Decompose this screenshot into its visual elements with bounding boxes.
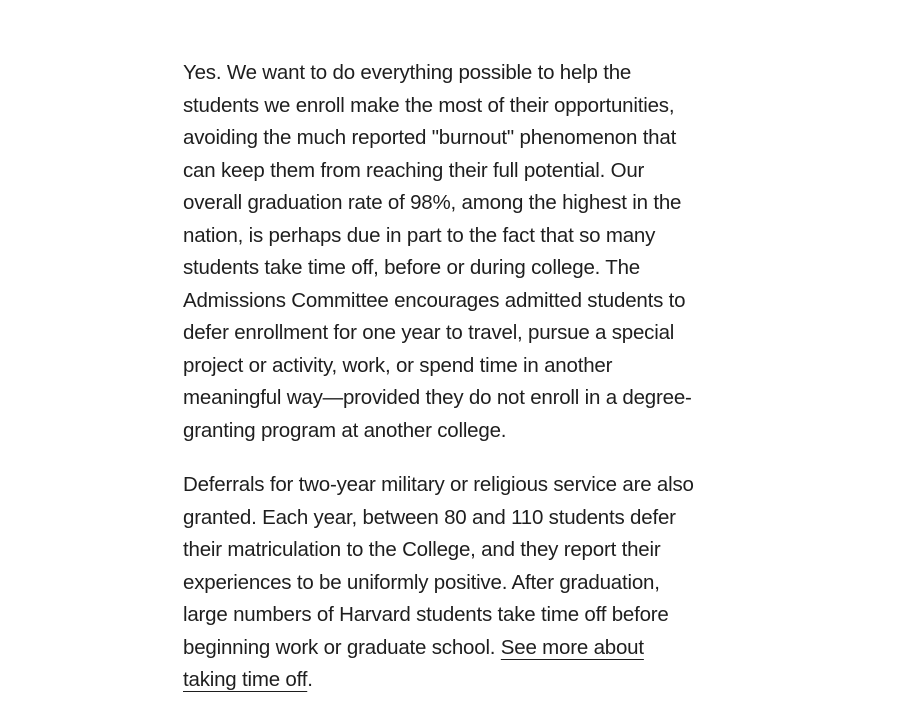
text-line: avoiding the much reported "burnout" phenomenon that: [183, 126, 677, 149]
text-line: large numbers of Harvard students take time off before: [183, 603, 669, 626]
text-line: students take time off, before or during college. The: [183, 256, 641, 279]
text-line: defer enrollment for one year to travel, pursue a special: [183, 321, 675, 344]
text-line-with-link: [183, 632, 713, 665]
text-line-with-link: [183, 664, 713, 697]
text-line: nation, is perhaps due in part to the fact that so many: [183, 223, 656, 247]
paragraph-time-off: [183, 57, 713, 447]
see-more-time-off-link-part1[interactable]: See more about: [500, 635, 644, 659]
text-line: Admissions Committee encourages admitted students to: [183, 288, 686, 312]
text-segment: beginning work or graduate school.: [183, 635, 501, 659]
text-line: granting program at another college.: [183, 418, 507, 442]
text-line: overall graduation rate of 98%, among the highest in the: [183, 191, 682, 214]
text-line: their matriculation to the College, and they report their: [183, 538, 661, 561]
text-line: experiences to be uniformly positive. After graduation,: [183, 570, 660, 594]
article-body: [183, 57, 713, 697]
text-line: Deferrals for two-year military or religious service are also: [183, 473, 694, 496]
text-line: can keep them from reaching their full potential. Our: [183, 158, 645, 182]
text-line: granted. Each year, between 80 and 110 students defer: [183, 505, 676, 529]
text-line: Yes. We want to do everything possible to help the: [183, 61, 632, 84]
trailing-period: .: [307, 668, 313, 691]
text-line: meaningful way—provided they do not enroll in a degree-: [183, 386, 692, 409]
text-line: project or activity, work, or spend time in another: [183, 353, 613, 377]
paragraph-deferrals: [183, 469, 713, 697]
see-more-time-off-link-part2[interactable]: taking time off: [183, 668, 308, 691]
text-line: students we enroll make the most of their opportunities,: [183, 93, 675, 117]
